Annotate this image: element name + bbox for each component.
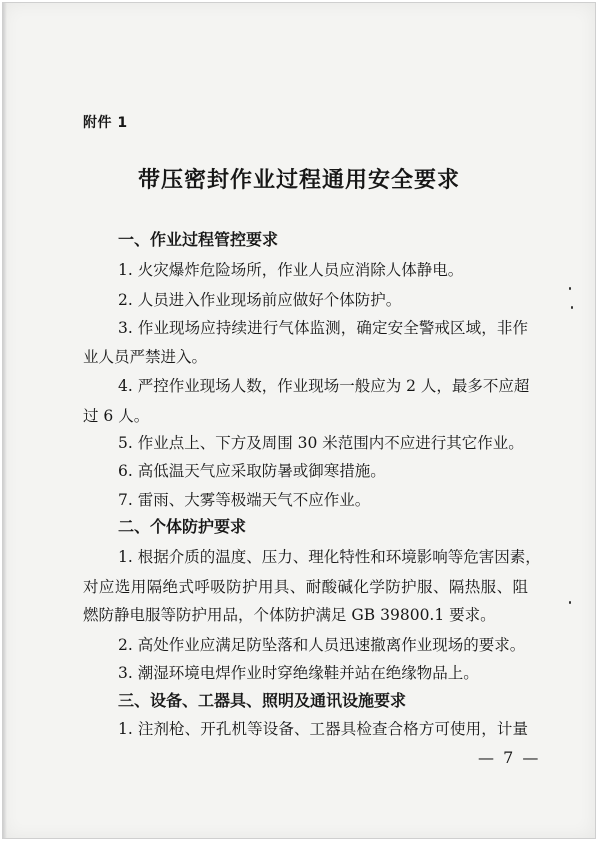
s1-item-5: 5. 作业点上、下方及周围 30 米范围内不应进行其它作业。 bbox=[118, 434, 524, 452]
s1-item-2: 2. 人员进入作业现场前应做好个体防护。 bbox=[118, 291, 402, 309]
s2-item-1-line-1: 1. 根据介质的温度、压力、理化特性和环境影响等危害因素， bbox=[118, 548, 541, 566]
page-number: — 7 — bbox=[478, 748, 541, 767]
scan-speck bbox=[569, 287, 571, 290]
document-page bbox=[2, 2, 596, 839]
scan-speck bbox=[571, 306, 573, 309]
s2-item-2: 2. 高处作业应满足防坠落和人员迅速撤离作业现场的要求。 bbox=[118, 636, 526, 654]
s2-item-3: 3. 潮湿环境电焊作业时穿绝缘鞋并站在绝缘物品上。 bbox=[118, 664, 479, 682]
s3-item-1: 1. 注剂枪、开孔机等设备、工器具检查合格方可使用，计量 bbox=[118, 720, 528, 738]
s1-item-3-line-2: 业人员严禁进入。 bbox=[83, 348, 208, 366]
section-heading-1: 一、作业过程管控要求 bbox=[118, 230, 279, 249]
attachment-label: 附件 1 bbox=[83, 115, 128, 131]
scan-speck bbox=[569, 601, 571, 604]
s2-item-1-line-2: 对应选用隔绝式呼吸防护用具、耐酸碱化学防护服、隔热服、阻 bbox=[83, 578, 528, 596]
document-title: 带压密封作业过程通用安全要求 bbox=[137, 167, 460, 193]
s1-item-1: 1. 火灾爆炸危险场所，作业人员应消除人体静电。 bbox=[118, 261, 464, 279]
scan-edge-shadow bbox=[3, 3, 7, 838]
section-heading-3: 三、设备、工器具、照明及通讯设施要求 bbox=[118, 691, 407, 710]
s1-item-4-line-1: 4. 严控作业现场人数，作业现场一般应为 2 人，最多不应超 bbox=[118, 377, 530, 395]
section-heading-2: 二、个体防护要求 bbox=[118, 517, 247, 536]
s1-item-6: 6. 高低温天气应采取防暑或御寒措施。 bbox=[118, 462, 386, 480]
s1-item-3-line-1: 3. 作业现场应持续进行气体监测，确定安全警戒区域，非作 bbox=[118, 319, 528, 337]
s1-item-7: 7. 雷雨、大雾等极端天气不应作业。 bbox=[118, 491, 371, 509]
s1-item-4-line-2: 过 6 人。 bbox=[83, 407, 150, 425]
s2-item-1-line-3: 燃防静电服等防护用品，个体防护满足 GB 39800.1 要求。 bbox=[83, 606, 496, 624]
